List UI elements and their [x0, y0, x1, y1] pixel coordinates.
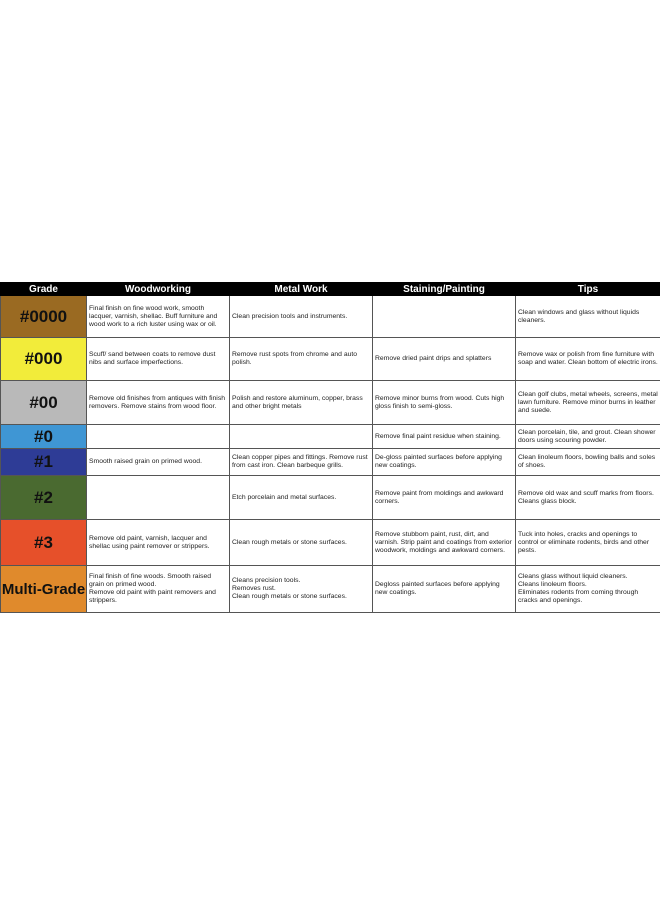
- table-row: [1, 520, 660, 566]
- woodworking-cell: Remove old finishes from antiques with finish removers. Remove stains from wood floor.: [87, 381, 230, 425]
- staining-painting-cell: Remove paint from moldings and awkward corners.: [373, 476, 516, 520]
- grade-table: [0, 282, 660, 613]
- metal-work-cell: Clean precision tools and instruments.: [230, 296, 373, 338]
- table-row: [1, 566, 660, 613]
- tips-cell: Cleans glass without liquid cleaners. Cleans linoleum floors. Eliminates rodents from coming through cracks and openings.: [516, 566, 660, 613]
- staining-painting-cell: Remove minor burns from wood. Cuts high gloss finish to semi-gloss.: [373, 381, 516, 425]
- table-row: [1, 449, 660, 476]
- table-row: [1, 296, 660, 338]
- header-tips: Tips: [516, 283, 660, 296]
- woodworking-cell: Final finish on fine wood work, smooth lacquer, varnish, shellac. Buff furniture and wood work to a rich luster using wax or oil.: [87, 296, 230, 338]
- woodworking-cell: Smooth raised grain on primed wood.: [87, 449, 230, 476]
- metal-work-cell: Cleans precision tools. Removes rust. Clean rough metals or stone surfaces.: [230, 566, 373, 613]
- staining-painting-cell: Remove dried paint drips and splatters: [373, 338, 516, 381]
- tips-cell: Tuck into holes, cracks and openings to control or eliminate rodents, birds and other pests.: [516, 520, 660, 566]
- metal-work-cell: Clean rough metals or stone surfaces.: [230, 520, 373, 566]
- woodworking-cell: [87, 425, 230, 449]
- metal-work-cell: Etch porcelain and metal surfaces.: [230, 476, 373, 520]
- metal-work-cell: Polish and restore aluminum, copper, brass and other bright metals: [230, 381, 373, 425]
- staining-painting-cell: De-gloss painted surfaces before applying new coatings.: [373, 449, 516, 476]
- table-row: [1, 476, 660, 520]
- header-metal-work: Metal Work: [230, 283, 373, 296]
- grade-swatch: Multi-Grade: [1, 566, 87, 613]
- table-row: [1, 425, 660, 449]
- tips-cell: Clean linoleum floors, bowling balls and soles of shoes.: [516, 449, 660, 476]
- woodworking-cell: Remove old paint, varnish, lacquer and shellac using paint remover or strippers.: [87, 520, 230, 566]
- tips-cell: Clean windows and glass without liquids cleaners.: [516, 296, 660, 338]
- staining-painting-cell: Remove final paint residue when staining.: [373, 425, 516, 449]
- header-staining-painting: Staining/Painting: [373, 283, 516, 296]
- grade-swatch: #000: [1, 338, 87, 381]
- header-row: [1, 283, 660, 296]
- grade-swatch: #3: [1, 520, 87, 566]
- metal-work-cell: Clean copper pipes and fittings. Remove rust from cast iron. Clean barbeque grills.: [230, 449, 373, 476]
- grade-swatch: #0: [1, 425, 87, 449]
- grade-swatch: #1: [1, 449, 87, 476]
- table-row: [1, 338, 660, 381]
- steel-wool-grade-chart: [0, 282, 660, 613]
- grade-swatch: #0000: [1, 296, 87, 338]
- grade-swatch: #00: [1, 381, 87, 425]
- table-row: [1, 381, 660, 425]
- woodworking-cell: [87, 476, 230, 520]
- metal-work-cell: [230, 425, 373, 449]
- tips-cell: Remove wax or polish from fine furniture with soap and water. Clean bottom of electric irons.: [516, 338, 660, 381]
- tips-cell: Remove old wax and scuff marks from floors. Cleans glass block.: [516, 476, 660, 520]
- tips-cell: Clean porcelain, tile, and grout. Clean shower doors using scouring powder.: [516, 425, 660, 449]
- staining-painting-cell: Remove stubborn paint, rust, dirt, and varnish. Strip paint and coatings from exterior woodwork, moldings and awkward corners.: [373, 520, 516, 566]
- grade-swatch: #2: [1, 476, 87, 520]
- header-grade: Grade: [1, 283, 87, 296]
- staining-painting-cell: [373, 296, 516, 338]
- woodworking-cell: Final finish of fine woods. Smooth raised grain on primed wood. Remove old paint with paint removers and strippers.: [87, 566, 230, 613]
- tips-cell: Clean golf clubs, metal wheels, screens, metal lawn furniture. Remove minor burns in leather and suede.: [516, 381, 660, 425]
- header-woodworking: Woodworking: [87, 283, 230, 296]
- metal-work-cell: Remove rust spots from chrome and auto polish.: [230, 338, 373, 381]
- staining-painting-cell: Degloss painted surfaces before applying new coatings.: [373, 566, 516, 613]
- woodworking-cell: Scuff/ sand between coats to remove dust nibs and surface imperfections.: [87, 338, 230, 381]
